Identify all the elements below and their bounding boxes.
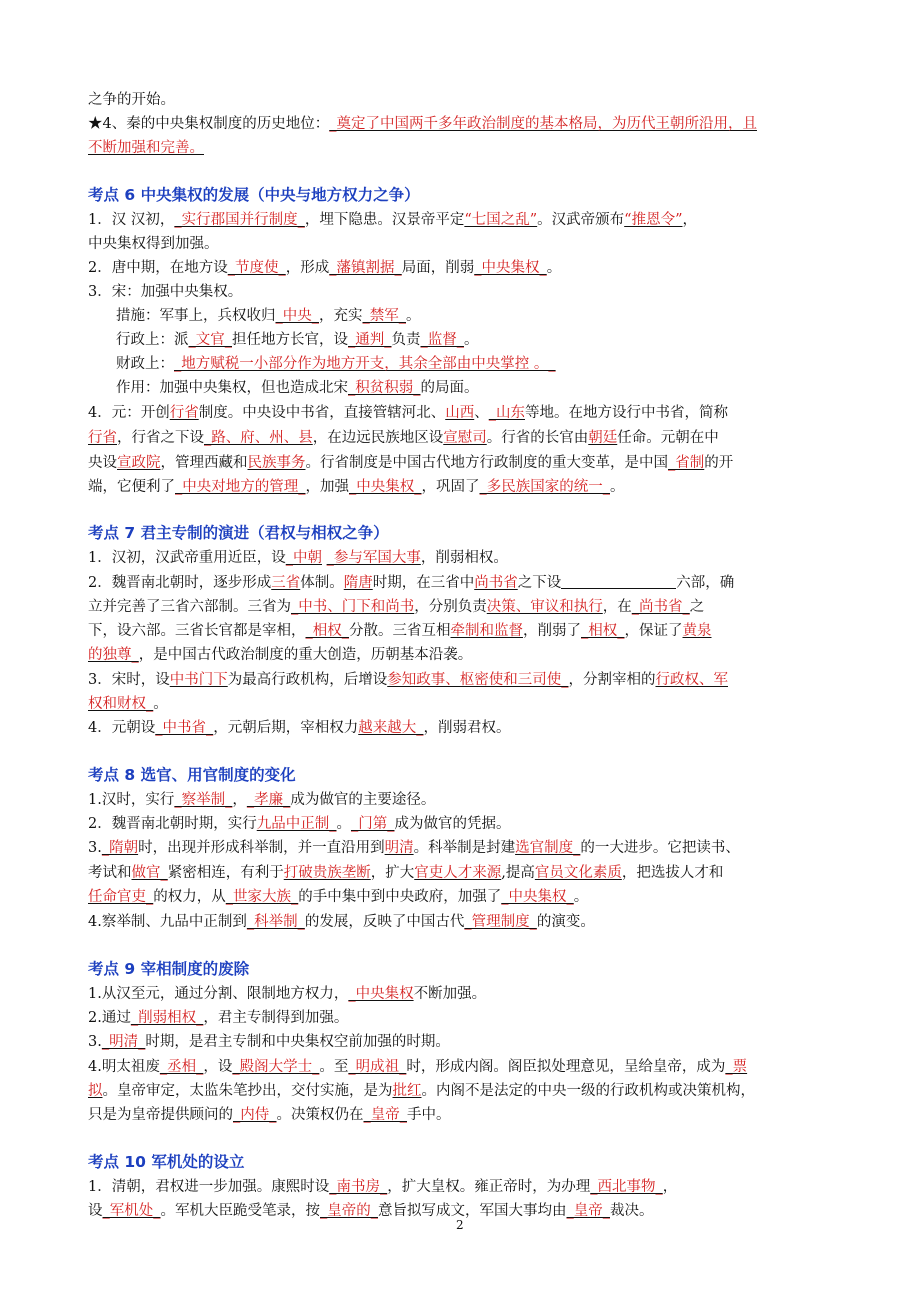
body-text: ，君主专制得到加强。 <box>203 1010 349 1026</box>
body-text: 端，它便利了 <box>88 479 175 495</box>
answer-text: _丞相_ <box>159 1059 204 1075</box>
history-status-line-2 <box>88 137 204 159</box>
s7-line <box>88 547 508 569</box>
answer-text: _明成祖_ <box>348 1059 407 1075</box>
answer-text: “推恩令” <box>624 212 683 228</box>
body-text: 体制。 <box>300 575 344 591</box>
body-text: 4．元：开创 <box>88 405 170 421</box>
body-text: 成为做官的凭据。 <box>394 816 511 832</box>
answer-text: _藩镇割据_ <box>329 260 402 276</box>
body-text: 的手中集中到中央政府，加强了 <box>298 889 502 905</box>
answer-text: _山东 <box>488 405 525 421</box>
answer-text: 任命官吏_ <box>88 889 154 905</box>
body-text: 之下设 <box>517 575 562 591</box>
body-text: ，行省之下设 <box>117 430 204 446</box>
body-text: ，削弱君权。 <box>423 720 511 736</box>
body-text: ，削弱相权。 <box>420 550 508 566</box>
answer-text: “七国之乱” <box>464 212 538 228</box>
body-text: 制度。中央设中书省，直接管辖河北、 <box>198 405 446 421</box>
body-text: 、 <box>474 405 489 421</box>
body-text: 不断加强。 <box>413 986 487 1002</box>
answer-text: _削弱相权_ <box>130 1010 204 1026</box>
body-text: 。 <box>573 889 589 905</box>
body-text: 时期，是君主专制和中央集权空前加强的时期。 <box>145 1034 450 1050</box>
s6-line <box>88 233 219 255</box>
answer-text: _殿阁大学士_ <box>232 1059 320 1075</box>
body-text: 3. <box>88 840 102 856</box>
s7-line <box>88 596 704 618</box>
answer-text: _节度使_ <box>227 260 286 276</box>
answer-text: 权和财权_ <box>88 696 154 712</box>
blank-fill-line <box>561 574 676 589</box>
body-text: 。汉武帝颁布 <box>537 212 625 228</box>
section-10-title: 考点 10 军机处的设立 <box>88 1153 245 1171</box>
body-text: 的一大进步。它把读书、 <box>580 840 740 856</box>
body-text: 1.汉时，实行 <box>88 792 175 808</box>
body-text: ，在 <box>602 599 632 615</box>
s6-line <box>116 377 479 399</box>
answer-text: _中朝 <box>285 550 322 566</box>
s9-line <box>88 1056 747 1078</box>
s6-line <box>88 476 625 498</box>
body-text: 2．魏晋南北朝时，逐步形成 <box>88 575 272 591</box>
body-text: ，分别负责 <box>414 599 487 615</box>
answer-text: _中央集权_ <box>349 479 422 495</box>
section-6-title: 考点 6 中央集权的发展（中央与地方权力之争） <box>88 186 420 204</box>
body-text: 时期，在三省中 <box>372 575 475 591</box>
answer-text: _科举制_ <box>246 914 305 930</box>
answer-text: _省制 <box>668 455 705 471</box>
body-text: ，削弱了 <box>523 623 581 639</box>
body-text: 负责 <box>391 332 421 348</box>
answer-text: _参与军国大事 <box>326 550 421 566</box>
answer-text: 打破贵族垄断 <box>283 865 371 881</box>
body-text: 。内阁不是法定的中央一级的行政机构或决策机构， <box>421 1083 755 1099</box>
body-text: 局面，削弱 <box>401 260 475 276</box>
answer-text: 宣慰司 <box>443 430 487 446</box>
body-text: 1．汉 汉初， <box>88 212 175 228</box>
s10-line <box>88 1200 654 1222</box>
answer-text: 选官制度_ <box>515 840 581 856</box>
answer-text: 决策、审议和执行 <box>486 599 603 615</box>
answer-text: 民族事务 <box>247 455 306 471</box>
answer-text: 九品中正制_ <box>256 816 337 832</box>
body-text: 。科举制是封建 <box>413 840 516 856</box>
s7-line <box>88 572 734 594</box>
answer-text: _票 <box>725 1059 748 1075</box>
body-text: 的权力，从 <box>153 889 226 905</box>
answer-text: 官吏人才来源 <box>414 865 502 881</box>
body-text: 下，设六部。三省长官都是宰相， <box>88 623 306 639</box>
answer-text: _皇帝_ <box>566 1203 610 1219</box>
body-text: 。 <box>610 479 625 495</box>
s6-line <box>116 305 421 327</box>
s6-line <box>88 427 719 449</box>
s8-line <box>88 886 588 908</box>
body-text: 2．唐中期，在地方设 <box>88 260 228 276</box>
intro-line: 之争的开始。 <box>88 92 175 108</box>
body-text: ，扩大皇权。雍正帝时，为办理 <box>387 1179 591 1195</box>
answer-text: 官员文化素质 <box>534 865 622 881</box>
body-text: 六部，确 <box>676 575 735 591</box>
answer-text: _中央集权_ <box>501 889 574 905</box>
answer-text: _中书省_ <box>155 720 214 736</box>
body-text: 1.从汉至元，通过分割、限制地方权力， <box>88 986 349 1002</box>
body-text: ，形成 <box>285 260 330 276</box>
body-text: ，扩大 <box>370 865 415 881</box>
body-text: 4.明太祖废 <box>88 1059 160 1075</box>
answer-text: _隋朝 <box>101 840 139 856</box>
s8-line <box>88 837 740 859</box>
body-text: 紧密相连，有利于 <box>167 865 284 881</box>
answer-text: 行省 <box>169 405 199 421</box>
section-7-title: 考点 7 君主专制的演进（君权与相权之争） <box>88 524 389 542</box>
body-text: 时，出现并形成科举制，并一直沿用到 <box>138 840 385 856</box>
body-text: 的开 <box>704 455 734 471</box>
s6-line <box>88 281 242 303</box>
s7-line <box>88 644 472 666</box>
answer-text: _多民族国家的统一_ <box>479 479 610 495</box>
s9-line <box>88 1104 451 1126</box>
body-text: 央设 <box>88 455 117 471</box>
answer-text: _军机处_ <box>102 1203 161 1219</box>
answer-text: _实行郡国并行制度_ <box>174 212 305 228</box>
body-text: 设 <box>88 1203 103 1219</box>
body-text: ，加强 <box>305 479 349 495</box>
body-text: 。 <box>464 332 479 348</box>
answer-text: _奠定了中国两千多年政治制度的基本格局，为历代王朝所沿用，且 <box>329 116 757 132</box>
answer-text: _中央集权 <box>348 986 414 1002</box>
body-text: 的演变。 <box>536 914 595 930</box>
body-text: ， <box>662 1179 678 1195</box>
body-text: 2.通过 <box>88 1010 131 1026</box>
body-text: 。至 <box>319 1059 349 1075</box>
body-text: ， <box>232 792 247 808</box>
body-text: 只是为皇帝提供顾问的 <box>88 1107 233 1123</box>
body-text: 成为做官的主要途径。 <box>290 792 436 808</box>
answer-text: _相权_ <box>305 623 349 639</box>
body-text: 中央集权得到加强。 <box>88 236 219 252</box>
body-text: 行政上：派 <box>116 332 189 348</box>
page-number: 2 <box>456 1218 464 1232</box>
s9-line <box>88 983 486 1005</box>
s6-line <box>88 209 697 231</box>
s6-line <box>88 257 561 279</box>
body-text: 。行省的长官由 <box>486 430 589 446</box>
s10-line <box>88 1176 677 1198</box>
body-text: 4.察举制、九品中正制到 <box>88 914 247 930</box>
section-9-title: 考点 9 宰相制度的废除 <box>88 960 250 978</box>
answer-text: 越来越大_ <box>358 720 424 736</box>
body-text: 措施：军事上，兵权收归 <box>116 308 276 324</box>
s9-line <box>88 1080 755 1102</box>
s6-line <box>88 402 728 424</box>
body-text: ★4、秦的中央集权制度的历史地位： <box>88 116 330 132</box>
body-text: 裁决。 <box>610 1203 654 1219</box>
answer-text: 行政权、军 <box>655 672 728 688</box>
body-text: ，元朝后期，宰相权力 <box>213 720 359 736</box>
answer-text: _相权_ <box>581 623 625 639</box>
answer-text: _明清_ <box>101 1034 146 1050</box>
body-text: ，保证了 <box>624 623 683 639</box>
answer-text: _内侍_ <box>233 1107 277 1123</box>
answer-text: _地方赋税一小部分作为地方开支，其余全部由中央掌控 。_ <box>174 356 556 372</box>
body-text: 立并完善了三省六部制。三省为 <box>88 599 291 615</box>
body-text: 担任地方长官，设 <box>232 332 348 348</box>
body-text: 为最高行政机构，后增设 <box>227 672 388 688</box>
answer-text: 宣政院 <box>117 455 161 471</box>
s9-line <box>88 1007 348 1029</box>
answer-text: _文官_ <box>188 332 232 348</box>
body-text: ，把选拔人才和 <box>621 865 724 881</box>
body-text: 3. <box>88 1034 102 1050</box>
answer-text: 黄泉 <box>682 623 712 639</box>
s7-line <box>88 620 712 642</box>
s6-line <box>116 353 556 375</box>
body-text: 任命。元朝在中 <box>617 430 719 446</box>
body-text: 1．清朝，君权进一步加强。康熙时设 <box>88 1179 330 1195</box>
answer-text: 行省 <box>88 430 117 446</box>
answer-text: 不断加强和完善。 <box>88 140 204 156</box>
answer-text: 参知政事、枢密使和三司使_ <box>387 672 569 688</box>
body-text: ，埋下隐患。汉景帝平定 <box>304 212 465 228</box>
body-text: 。皇帝审定，太监朱笔抄出，交付实施，是为 <box>102 1083 393 1099</box>
answer-text: 朝廷 <box>588 430 618 446</box>
answer-text: _禁军_ <box>362 308 406 324</box>
answer-text: 隋唐 <box>343 575 373 591</box>
answer-text: _皇帝的_ <box>320 1203 378 1219</box>
body-text: 。 <box>546 260 562 276</box>
body-text: ，充实 <box>319 308 363 324</box>
answer-text: 三省 <box>271 575 301 591</box>
answer-text: 山西 <box>445 405 475 421</box>
s7-line <box>88 693 168 715</box>
s6-line <box>116 329 479 351</box>
body-text: 的发展，反映了中国古代 <box>304 914 465 930</box>
answer-text: _皇帝_ <box>363 1107 407 1123</box>
answer-text: _中央集权_ <box>474 260 547 276</box>
answer-text: _中书、门下和尚书 <box>291 599 415 615</box>
body-text: ，在边远民族地区设 <box>312 430 444 446</box>
answer-text: _察举制_ <box>174 792 233 808</box>
answer-text: _通判_ <box>348 332 392 348</box>
body-text: 2．魏晋南北朝时期，实行 <box>88 816 257 832</box>
s8-line <box>88 911 595 933</box>
answer-text: _尚书省_ <box>631 599 690 615</box>
answer-text: _孝廉_ <box>246 792 291 808</box>
answer-text: _积贫积弱_ <box>348 380 421 396</box>
answer-text: _路、府、州、县 <box>204 430 313 446</box>
answer-text: _西北事物_ <box>590 1179 663 1195</box>
answer-text: 中书门下 <box>169 672 228 688</box>
body-text: ,提高 <box>501 865 535 881</box>
answer-text: _门第_ <box>350 816 395 832</box>
answer-text: _南书房_ <box>329 1179 388 1195</box>
body-text: 考试和 <box>88 865 132 881</box>
s7-line <box>88 669 728 691</box>
body-text: ，设 <box>203 1059 233 1075</box>
body-text: ， <box>682 212 697 228</box>
body-text: 。行省制度是中国古代地方行政制度的重大变革，是中国 <box>305 455 668 471</box>
s9-line <box>88 1031 450 1053</box>
body-text: 作用：加强中央集权，但也造成北宋 <box>116 380 348 396</box>
body-text: 等地。在地方设行中书省，简称 <box>524 405 728 421</box>
answer-text: _中央_ <box>275 308 319 324</box>
answer-text: 做官_ <box>131 865 168 881</box>
answer-text: _管理制度_ <box>464 914 537 930</box>
answer-text: 尚书省 <box>474 575 518 591</box>
body-text: 。军机大臣跪受笔录，按 <box>160 1203 320 1219</box>
s7-line <box>88 717 510 739</box>
body-text: 4．元朝设 <box>88 720 156 736</box>
body-text: 分散。三省互相 <box>349 623 451 639</box>
answer-text: _监督_ <box>420 332 464 348</box>
body-text: ，分割宰相的 <box>568 672 656 688</box>
body-text: 3．宋时，设 <box>88 672 170 688</box>
answer-text: 拟 <box>88 1083 103 1099</box>
body-text: 。决策权仍在 <box>276 1107 364 1123</box>
body-text: 之 <box>689 599 705 615</box>
body-text: 手中。 <box>407 1107 451 1123</box>
body-text: 财政上： <box>116 356 174 372</box>
answer-text: _世家大族_ <box>225 889 299 905</box>
body-text: 的局面。 <box>420 380 479 396</box>
body-text: 时，形成内阁。阁臣拟处理意见，呈给皇帝，成为 <box>406 1059 726 1075</box>
body-text: 。 <box>336 816 351 832</box>
answer-text: 的独尊_ <box>88 647 139 663</box>
s8-line <box>88 789 435 811</box>
section-8-title: 考点 8 选官、用官制度的变化 <box>88 766 296 784</box>
body-text: 意旨拟写成文，军国大事均由 <box>378 1203 567 1219</box>
s6-line <box>88 452 733 474</box>
answer-text: 批红 <box>392 1083 422 1099</box>
s8-line <box>88 862 723 884</box>
answer-text: 牵制和监督 <box>450 623 523 639</box>
body-text: 1．汉初，汉武帝重用近臣，设 <box>88 550 286 566</box>
body-text: 。 <box>406 308 421 324</box>
s8-line <box>88 813 510 835</box>
body-text: ，是中国古代政治制度的重大创造，历朝基本沿袭。 <box>138 647 473 663</box>
body-text: ，管理西藏和 <box>160 455 248 471</box>
body-text: ，巩固了 <box>421 479 480 495</box>
body-text: 3．宋：加强中央集权。 <box>88 284 243 300</box>
body-text: 。 <box>153 696 168 712</box>
history-status-line <box>88 113 757 135</box>
answer-text: 明清 <box>384 840 414 856</box>
answer-text: _中央对地方的管理_ <box>175 479 306 495</box>
